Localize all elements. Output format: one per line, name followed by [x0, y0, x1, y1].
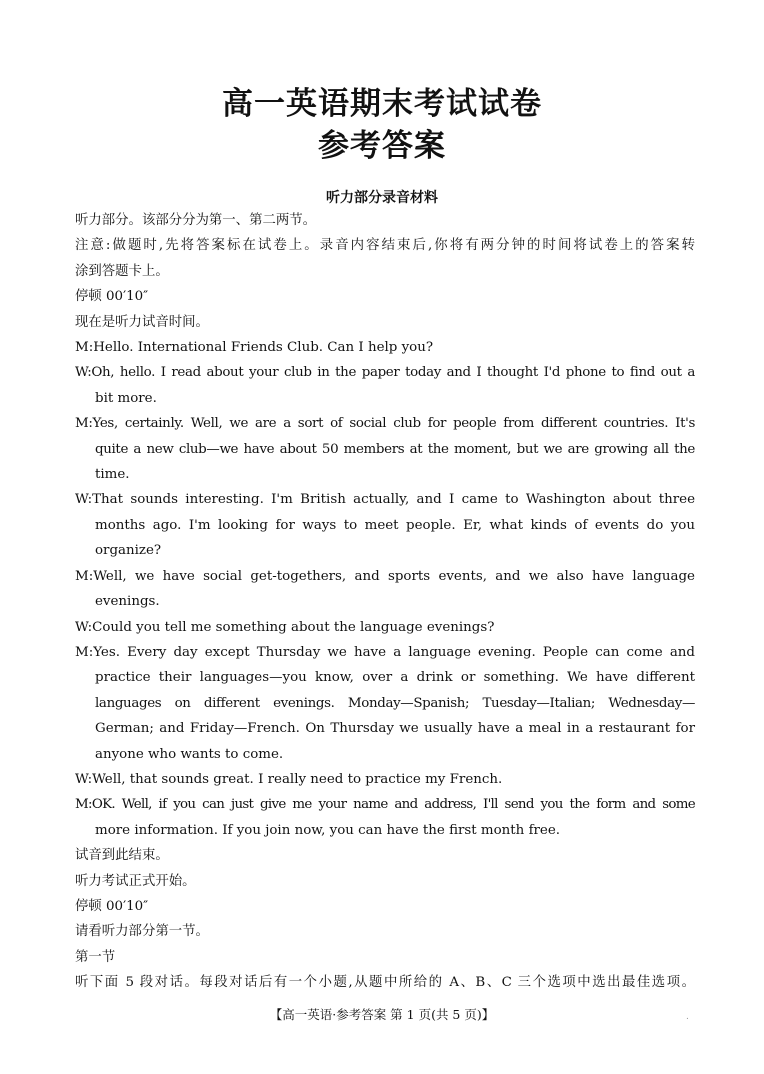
dialogue-continuation: time.	[95, 467, 130, 483]
text-line: 第一节	[75, 949, 116, 965]
dialogue-continuation: languages on different evenings. Monday—Spanish; Tuesday—Italian; Wednesday—	[95, 695, 695, 711]
corner-mark: .	[686, 1012, 689, 1022]
dialogue-line: M:Yes, certainly. Well, we are a sort of social club for people from different countries. It's	[75, 416, 695, 432]
text-line: 听下面 5 段对话。每段对话后有一个小题,从题中所给的 A、B、C 三个选项中选出最佳选项。	[75, 975, 695, 991]
text-line: 涂到答题卡上。	[75, 263, 169, 279]
dialogue-continuation: practice their languages—you know, over a drink or something. We have different	[95, 670, 695, 686]
dialogue-line: W:Oh, hello. I read about your club in the paper today and I thought I'd phone to find out a	[75, 365, 695, 381]
dialogue-line: M:Yes. Every day except Thursday we have a language evening. People can come and	[75, 644, 695, 660]
dialogue-line: M:Well, we have social get-togethers, and sports events, and we also have language	[75, 568, 695, 584]
document-title: 高一英语期末考试试卷	[222, 86, 542, 122]
dialogue-continuation: anyone who wants to come.	[95, 746, 284, 762]
text-line: 试音到此结束。	[75, 848, 169, 864]
dialogue-line: W:Well, that sounds great. I really need to practice my French.	[75, 771, 503, 787]
section-title: 听力部分录音材料	[326, 190, 438, 206]
dialogue-line: M:Hello. International Friends Club. Can I help you?	[75, 340, 434, 356]
dialogue-line: W:Could you tell me something about the language evenings?	[75, 619, 495, 635]
dialogue-continuation: organize?	[95, 543, 162, 559]
text-line: 停顿 00′10″	[75, 289, 149, 305]
dialogue-continuation: quite a new club—we have about 50 members at the moment, but we are growing all the	[95, 441, 695, 457]
text-line: 现在是听力试音时间。	[75, 314, 209, 330]
transcript-body	[75, 208, 695, 996]
dialogue-continuation: German; and Friday—French. On Thursday we usually have a meal in a restaurant for	[95, 721, 695, 737]
text-line: 听力考试正式开始。	[75, 873, 196, 889]
text-line: 注意:做题时,先将答案标在试卷上。录音内容结束后,你将有两分钟的时间将试卷上的答案转	[75, 238, 695, 254]
text-line: 听力部分。该部分分为第一、第二两节。	[75, 213, 317, 228]
page-footer: 【高一英语·参考答案 第 1 页(共 5 页)】	[269, 1007, 495, 1022]
dialogue-continuation: more information. If you join now, you can have the first month free.	[95, 822, 561, 838]
dialogue-continuation: bit more.	[95, 390, 157, 406]
dialogue-continuation: evenings.	[95, 594, 160, 610]
dialogue-line: M:OK. Well, if you can just give me your name and address, I'll send you the form and some	[75, 797, 695, 813]
dialogue-line: W:That sounds interesting. I'm British actually, and I came to Washington about three	[75, 492, 695, 508]
dialogue-continuation: months ago. I'm looking for ways to meet people. Er, what kinds of events do you	[95, 517, 695, 533]
document-subtitle: 参考答案	[318, 128, 446, 164]
text-line: 停顿 00′10″	[75, 898, 149, 914]
text-line: 请看听力部分第一节。	[75, 924, 209, 940]
